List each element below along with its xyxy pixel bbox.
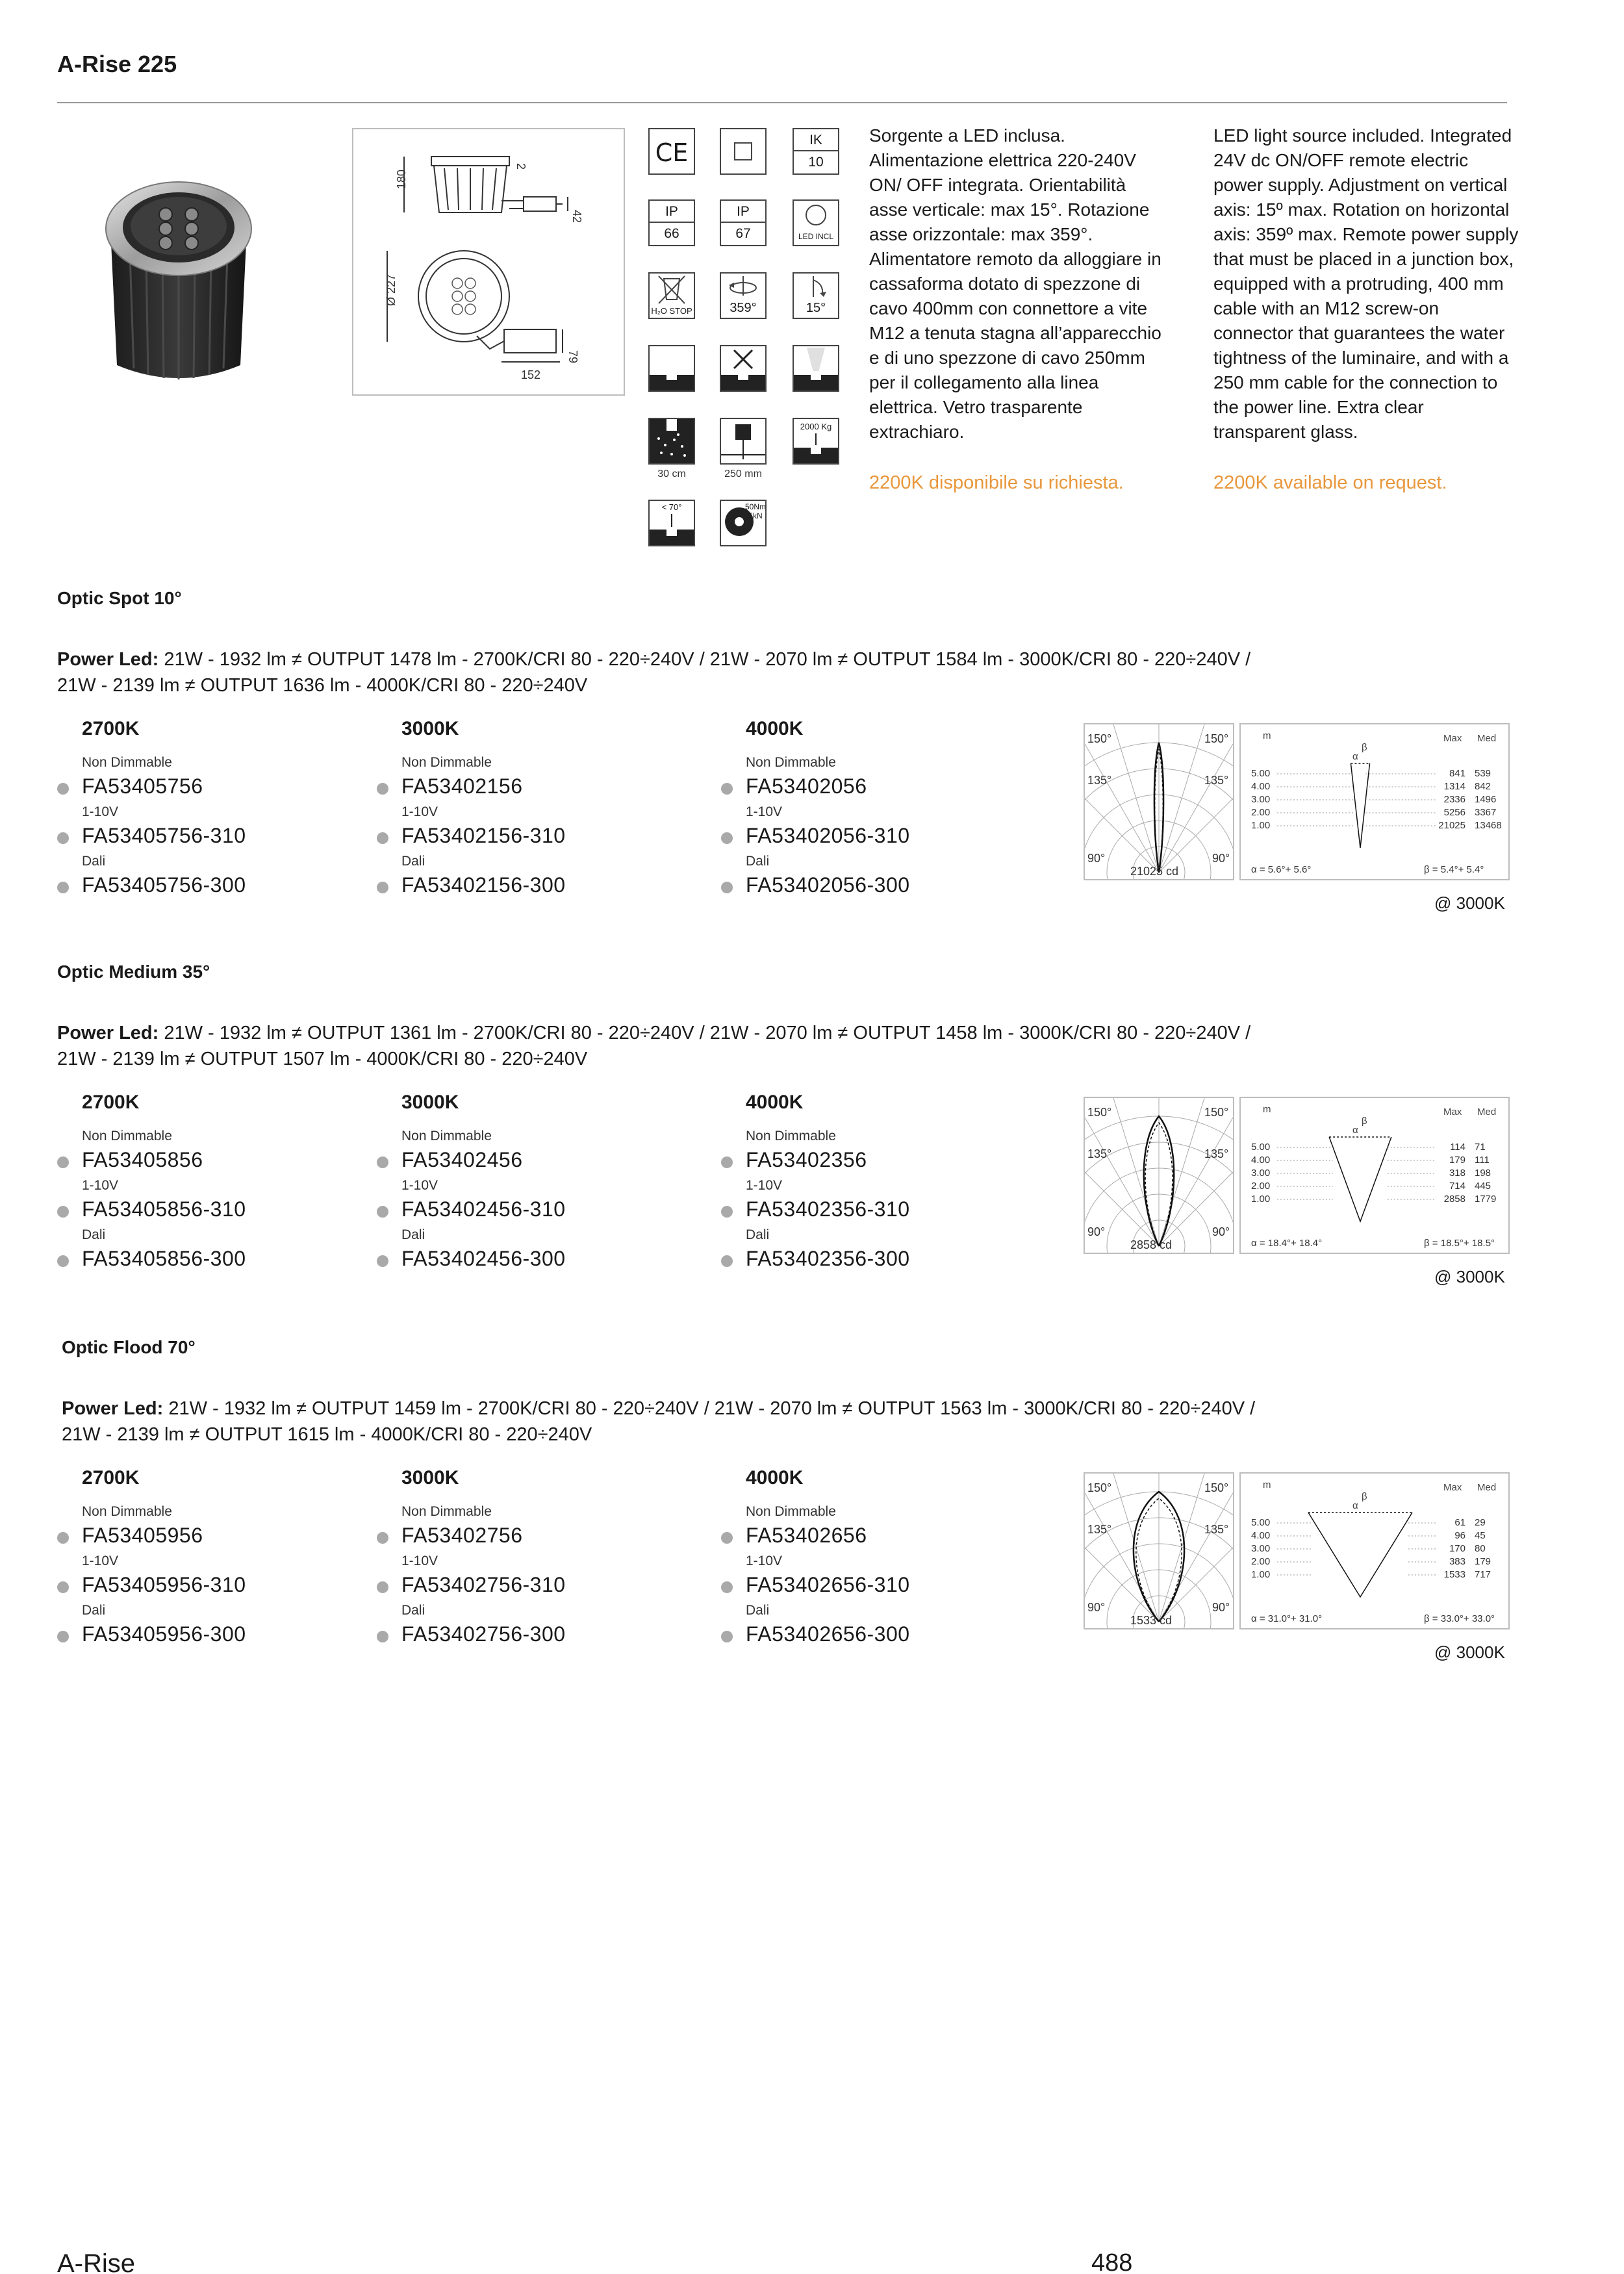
row-distance: 3.00	[1251, 1168, 1271, 1179]
illuminance-row	[1251, 1556, 1491, 1567]
illuminance-row	[1251, 807, 1496, 818]
tilt-icon: 15°	[793, 272, 839, 319]
no-glare-icon	[720, 345, 767, 392]
product-code-1-10v: FA53402156-310	[401, 824, 566, 847]
product-code: FA53402356	[746, 1148, 867, 1171]
torque-icon: 50Nm 5kN	[720, 500, 767, 546]
product-code-dali: FA53405756-300	[82, 873, 246, 897]
dimming-1-10v-label: 1-10V	[401, 804, 438, 819]
max-col-header: Max	[1443, 1106, 1462, 1118]
row-max: 114	[1450, 1142, 1465, 1153]
surface-temp-icon: < 70°	[648, 500, 695, 546]
product-code-dali: FA53402756-300	[401, 1622, 566, 1646]
row-distance: 1.00	[1251, 820, 1271, 831]
non-dimmable-label: Non Dimmable	[746, 1504, 836, 1519]
depth-30cm-label: 30 cm	[657, 468, 686, 479]
row-med: 198	[1475, 1168, 1491, 1179]
illuminance-row	[1251, 1530, 1486, 1541]
ip67-icon: IP 67	[720, 199, 767, 246]
power-led-label: Power Led:	[57, 649, 159, 670]
bullet-dot	[57, 1631, 69, 1642]
bullet-dot	[377, 1581, 388, 1593]
certification-icons	[642, 128, 850, 557]
illuminance-row	[1251, 1142, 1486, 1153]
row-med: 29	[1475, 1517, 1486, 1528]
row-max: 2858	[1443, 1194, 1465, 1205]
angle-90-right: 90°	[1212, 852, 1230, 865]
angle-90-left: 90°	[1087, 1601, 1106, 1614]
product-code-dali: FA53405856-300	[82, 1247, 246, 1270]
row-med: 445	[1475, 1181, 1491, 1192]
description-italian-text: Sorgente a LED inclusa. Alimentazione elettrica 220-240V ON/ OFF integrata. Orientabilità asse verticale: max 15°. Rotazione asse orizzontale: max 359°. Alimentatore remoto da alloggiare in cassaforma dotato di spezzone di cavo 400mm con connettore a vite M12 a tenuta stagna all’apparecchio e di uno spezzone di cavo 250mm per il collegamento alla linea elettrica. Vetro trasparente extrachiaro.	[869, 125, 1161, 442]
colour-temp-heading: 2700K	[82, 1467, 140, 1488]
row-max: 841	[1449, 768, 1465, 779]
product-code: FA53402656	[746, 1524, 867, 1547]
row-med: 717	[1475, 1569, 1491, 1580]
product-code-1-10v: FA53402456-310	[401, 1197, 566, 1221]
cable-250mm-label: 250 mm	[724, 468, 762, 479]
bullet-dot	[721, 1581, 733, 1593]
row-max: 2336	[1443, 794, 1465, 805]
dim-diameter: Ø 227	[385, 274, 398, 306]
product-code-1-10v: FA53402756-310	[401, 1573, 566, 1596]
dimming-dali-label: Dali	[401, 1227, 425, 1242]
product-code-dali: FA53402056-300	[746, 873, 910, 897]
alpha-label: α	[1352, 1500, 1358, 1511]
alpha-angle: α = 31.0°+ 31.0°	[1251, 1613, 1323, 1624]
row-max: 5256	[1443, 807, 1465, 818]
ce-mark-icon: CE	[648, 128, 695, 175]
angle-90-left: 90°	[1087, 1225, 1106, 1238]
optic-title: Optic Flood 70°	[62, 1337, 196, 1357]
bullet-dot	[57, 1532, 69, 1544]
product-code-1-10v: FA53405956-310	[82, 1573, 246, 1596]
row-max: 714	[1449, 1181, 1465, 1192]
ip66-icon: IP 66	[648, 199, 695, 246]
illuminance-row	[1251, 1569, 1491, 1580]
distance-unit: m	[1263, 1479, 1271, 1490]
illuminance-row	[1251, 1168, 1491, 1179]
row-distance: 4.00	[1251, 781, 1271, 792]
bullet-dot	[721, 882, 733, 893]
row-med: 1779	[1475, 1194, 1497, 1205]
row-distance: 2.00	[1251, 1181, 1271, 1192]
angle-135-left: 135°	[1087, 1523, 1112, 1536]
illuminance-cone-table	[1239, 1472, 1510, 1629]
row-med: 3367	[1475, 807, 1497, 818]
angle-90-right: 90°	[1212, 1601, 1230, 1614]
row-max: 96	[1454, 1530, 1465, 1541]
product-code-dali: FA53402656-300	[746, 1622, 910, 1646]
row-distance: 1.00	[1251, 1194, 1271, 1205]
row-distance: 3.00	[1251, 794, 1271, 805]
reference-cct-note: @ 3000K	[1434, 1267, 1505, 1286]
colour-temp-heading: 3000K	[401, 718, 459, 739]
alpha-angle: α = 5.6°+ 5.6°	[1251, 864, 1312, 875]
non-dimmable-label: Non Dimmable	[746, 1129, 836, 1143]
med-col-header: Med	[1477, 733, 1497, 744]
bullet-dot	[377, 1631, 388, 1642]
power-led-line1: 21W - 1932 lm ≠ OUTPUT 1478 lm - 2700K/CRI 80 - 220÷240V / 21W - 2070 lm ≠ OUTPUT 1584 lm - 3000K/CRI 80 - 220÷240V /	[159, 649, 1251, 670]
polar-diagram	[1084, 723, 1234, 880]
power-led-spec	[57, 1020, 1519, 1072]
product-code-1-10v: FA53405856-310	[82, 1197, 246, 1221]
dim-rim: 2	[514, 163, 527, 170]
illuminance-row	[1251, 794, 1496, 805]
power-led-label: Power Led:	[57, 1023, 159, 1043]
row-med: 539	[1475, 768, 1491, 779]
beam-cone	[1308, 1513, 1412, 1597]
non-dimmable-label: Non Dimmable	[82, 1129, 172, 1143]
non-dimmable-label: Non Dimmable	[82, 755, 172, 770]
dimming-dali-label: Dali	[401, 1603, 425, 1618]
illuminance-cone-table	[1239, 1097, 1510, 1254]
row-med: 13468	[1475, 820, 1502, 831]
row-distance: 5.00	[1251, 768, 1271, 779]
colour-temp-heading: 4000K	[746, 1467, 804, 1488]
peak-intensity: 21025 cd	[1130, 865, 1179, 878]
bullet-dot	[377, 783, 388, 795]
distance-unit: m	[1263, 1104, 1271, 1115]
power-led-line2: 21W - 2139 lm ≠ OUTPUT 1507 lm - 4000K/CRI 80 - 220÷240V	[57, 1049, 588, 1069]
max-col-header: Max	[1443, 1482, 1462, 1493]
product-code: FA53402156	[401, 774, 523, 798]
angle-90-right: 90°	[1212, 1225, 1230, 1238]
illuminance-row	[1251, 1543, 1486, 1554]
row-med: 842	[1475, 781, 1491, 792]
bullet-dot	[57, 832, 69, 844]
product-code: FA53402456	[401, 1148, 523, 1171]
row-distance: 1.00	[1251, 1569, 1271, 1580]
dim-box-height: 42	[570, 210, 583, 224]
beta-angle: β = 33.0°+ 33.0°	[1424, 1613, 1495, 1624]
non-dimmable-label: Non Dimmable	[401, 755, 492, 770]
beta-label: β	[1362, 1116, 1367, 1127]
product-code: FA53402056	[746, 774, 867, 798]
water-stop-icon: H₂O STOP	[648, 272, 695, 319]
product-code: FA53405756	[82, 774, 203, 798]
bullet-dot	[721, 1532, 733, 1544]
bullet-dot	[377, 882, 388, 893]
dimming-dali-label: Dali	[746, 1603, 770, 1618]
bullet-dot	[57, 1156, 69, 1168]
row-med: 45	[1475, 1530, 1486, 1541]
bullet-dot	[721, 1255, 733, 1267]
row-max: 179	[1449, 1155, 1465, 1166]
product-code-1-10v: FA53402656-310	[746, 1573, 910, 1596]
peak-intensity: 1533 cd	[1130, 1614, 1173, 1627]
dimming-1-10v-label: 1-10V	[82, 1553, 119, 1568]
angle-135-right: 135°	[1204, 1523, 1229, 1536]
alpha-label: α	[1352, 1125, 1358, 1136]
beta-label: β	[1362, 742, 1367, 753]
dimming-dali-label: Dali	[82, 1227, 106, 1242]
non-dimmable-label: Non Dimmable	[401, 1129, 492, 1143]
row-distance: 5.00	[1251, 1142, 1271, 1153]
angle-135-left: 135°	[1087, 774, 1112, 787]
power-led-line1: 21W - 1932 lm ≠ OUTPUT 1361 lm - 2700K/CRI 80 - 220÷240V / 21W - 2070 lm ≠ OUTPUT 1458 lm - 3000K/CRI 80 - 220÷240V /	[159, 1023, 1251, 1043]
illuminance-row	[1251, 1517, 1486, 1528]
bullet-dot	[721, 832, 733, 844]
footer-product-name: A-Rise	[57, 2249, 136, 2274]
optic-title: Optic Spot 10°	[57, 588, 182, 608]
product-code-dali: FA53402156-300	[401, 873, 566, 897]
gravel-drainage-icon	[648, 418, 695, 465]
bullet-dot	[377, 1255, 388, 1267]
beam-cone	[1329, 1137, 1391, 1221]
product-code-dali: FA53402356-300	[746, 1247, 910, 1270]
dimming-dali-label: Dali	[746, 854, 770, 869]
beta-label: β	[1362, 1491, 1367, 1502]
dim-height: 180	[395, 169, 408, 189]
ik-rating-icon: IK 10	[793, 128, 839, 175]
recessed-install-icon	[648, 345, 695, 392]
colour-temp-heading: 4000K	[746, 1092, 804, 1113]
dimming-dali-label: Dali	[82, 854, 106, 869]
non-dimmable-label: Non Dimmable	[82, 1504, 172, 1519]
row-max: 61	[1454, 1517, 1465, 1528]
dim-box-side: 79	[566, 350, 579, 364]
product-code-dali: FA53402456-300	[401, 1247, 566, 1270]
bullet-dot	[377, 1156, 388, 1168]
angle-150-right: 150°	[1204, 732, 1229, 745]
product-code-1-10v: FA53405756-310	[82, 824, 246, 847]
row-max: 1533	[1443, 1569, 1465, 1580]
illuminance-row	[1251, 768, 1491, 779]
power-led-line2: 21W - 2139 lm ≠ OUTPUT 1615 lm - 4000K/CRI 80 - 220÷240V	[62, 1424, 592, 1445]
angle-150-left: 150°	[1087, 1106, 1112, 1119]
product-code: FA53405856	[82, 1148, 203, 1171]
dimming-1-10v-label: 1-10V	[401, 1178, 438, 1193]
angle-150-right: 150°	[1204, 1106, 1229, 1119]
dimming-1-10v-label: 1-10V	[746, 1553, 783, 1568]
dimming-1-10v-label: 1-10V	[82, 1178, 119, 1193]
dimming-1-10v-label: 1-10V	[746, 1178, 783, 1193]
angle-150-left: 150°	[1087, 732, 1112, 745]
angle-150-right: 150°	[1204, 1481, 1229, 1494]
row-distance: 5.00	[1251, 1517, 1271, 1528]
peak-intensity: 2858 cd	[1130, 1238, 1173, 1251]
row-med: 111	[1475, 1155, 1490, 1166]
row-med: 80	[1475, 1543, 1486, 1554]
power-led-spec	[62, 1396, 1523, 1448]
max-col-header: Max	[1443, 733, 1462, 744]
dimming-1-10v-label: 1-10V	[401, 1553, 438, 1568]
bullet-dot	[57, 1255, 69, 1267]
drive-over-load-icon: 2000 Kg	[793, 418, 839, 465]
beta-angle: β = 18.5°+ 18.5°	[1424, 1238, 1495, 1249]
polar-diagram	[1084, 1097, 1234, 1254]
polar-diagram	[1084, 1472, 1234, 1629]
description-english	[1213, 123, 1519, 495]
med-col-header: Med	[1477, 1482, 1497, 1493]
product-code: FA53405956	[82, 1524, 203, 1547]
angle-135-right: 135°	[1204, 774, 1229, 787]
illuminance-row	[1251, 1155, 1490, 1166]
row-max: 21025	[1438, 820, 1465, 831]
power-led-spec	[57, 646, 1519, 698]
colour-temp-heading: 2700K	[82, 718, 140, 739]
technical-drawing	[352, 128, 625, 396]
row-med: 71	[1475, 1142, 1486, 1153]
alpha-label: α	[1352, 751, 1358, 762]
product-code-1-10v: FA53402056-310	[746, 824, 910, 847]
bullet-dot	[721, 1631, 733, 1642]
row-max: 1314	[1443, 781, 1465, 792]
row-max: 170	[1449, 1543, 1465, 1554]
beam-cone	[1351, 763, 1369, 848]
colour-temp-heading: 4000K	[746, 718, 804, 739]
row-med: 1496	[1475, 794, 1497, 805]
header-divider	[57, 102, 1507, 103]
row-max: 318	[1449, 1168, 1465, 1179]
availability-note-english: 2200K available on request.	[1213, 472, 1447, 493]
colour-temp-heading: 2700K	[82, 1092, 140, 1113]
angle-135-right: 135°	[1204, 1147, 1229, 1160]
reference-cct-note: @ 3000K	[1434, 1642, 1505, 1662]
bullet-dot	[57, 1581, 69, 1593]
light-beam-icon	[793, 345, 839, 392]
non-dimmable-label: Non Dimmable	[746, 755, 836, 770]
bullet-dot	[377, 1206, 388, 1218]
dimming-1-10v-label: 1-10V	[82, 804, 119, 819]
illuminance-row	[1251, 781, 1491, 792]
bullet-dot	[57, 783, 69, 795]
led-included-icon: LED INCL	[793, 199, 839, 246]
colour-temp-heading: 3000K	[401, 1467, 459, 1488]
product-code-1-10v: FA53402356-310	[746, 1197, 910, 1221]
class-iii-icon	[720, 128, 767, 175]
optic-title: Optic Medium 35°	[57, 962, 210, 982]
illuminance-row	[1251, 1181, 1491, 1192]
angle-90-left: 90°	[1087, 852, 1106, 865]
description-english-text: LED light source included. Integrated 24V dc ON/OFF remote electric power supply. Adjustment on vertical axis: 15º max. Rotation on horizontal axis: 359º max. Remote power supply that must be placed in a junction box, equipped with a protruding, 400 mm cable with an M12 screw-on connector that guarantees the water tightness of the luminaire, and with a 250 mm cable for the connection to the power line. Extra clear transparent glass.	[1213, 125, 1519, 442]
product-code-dali: FA53405956-300	[82, 1622, 246, 1646]
illuminance-row	[1251, 1194, 1496, 1205]
non-dimmable-label: Non Dimmable	[401, 1504, 492, 1519]
bullet-dot	[377, 832, 388, 844]
bullet-dot	[57, 882, 69, 893]
dimming-1-10v-label: 1-10V	[746, 804, 783, 819]
row-distance: 3.00	[1251, 1543, 1271, 1554]
distance-unit: m	[1263, 730, 1271, 741]
row-distance: 4.00	[1251, 1530, 1271, 1541]
page-title: A-Rise 225	[57, 51, 177, 77]
dimming-dali-label: Dali	[401, 854, 425, 869]
dim-box-length: 152	[521, 368, 541, 381]
alpha-angle: α = 18.4°+ 18.4°	[1251, 1238, 1323, 1249]
illuminance-row	[1251, 820, 1502, 831]
row-med: 179	[1475, 1556, 1491, 1567]
med-col-header: Med	[1477, 1106, 1497, 1118]
rotation-icon: 359°	[720, 272, 767, 319]
power-led-label: Power Led:	[62, 1398, 164, 1419]
reference-cct-note: @ 3000K	[1434, 893, 1505, 913]
colour-temp-heading: 3000K	[401, 1092, 459, 1113]
availability-note-italian: 2200K disponibile su richiesta.	[869, 472, 1124, 493]
page-number: 488	[1091, 2249, 1133, 2274]
bullet-dot	[377, 1532, 388, 1544]
description-italian	[869, 123, 1168, 495]
cable-length-icon	[720, 418, 767, 465]
power-led-line2: 21W - 2139 lm ≠ OUTPUT 1636 lm - 4000K/CRI 80 - 220÷240V	[57, 675, 588, 696]
product-photo	[91, 151, 266, 391]
bullet-dot	[57, 1206, 69, 1218]
dimming-dali-label: Dali	[82, 1603, 106, 1618]
row-distance: 2.00	[1251, 1556, 1271, 1567]
illuminance-cone-table	[1239, 723, 1510, 880]
row-distance: 2.00	[1251, 807, 1271, 818]
bullet-dot	[721, 1206, 733, 1218]
row-distance: 4.00	[1251, 1155, 1271, 1166]
bullet-dot	[721, 1156, 733, 1168]
angle-150-left: 150°	[1087, 1481, 1112, 1494]
product-code: FA53402756	[401, 1524, 523, 1547]
power-led-line1: 21W - 1932 lm ≠ OUTPUT 1459 lm - 2700K/CRI 80 - 220÷240V / 21W - 2070 lm ≠ OUTPUT 1563 lm - 3000K/CRI 80 - 220÷240V /	[163, 1398, 1256, 1419]
beta-angle: β = 5.4°+ 5.4°	[1424, 864, 1484, 875]
row-max: 383	[1449, 1556, 1465, 1567]
angle-135-left: 135°	[1087, 1147, 1112, 1160]
dimming-dali-label: Dali	[746, 1227, 770, 1242]
bullet-dot	[721, 783, 733, 795]
